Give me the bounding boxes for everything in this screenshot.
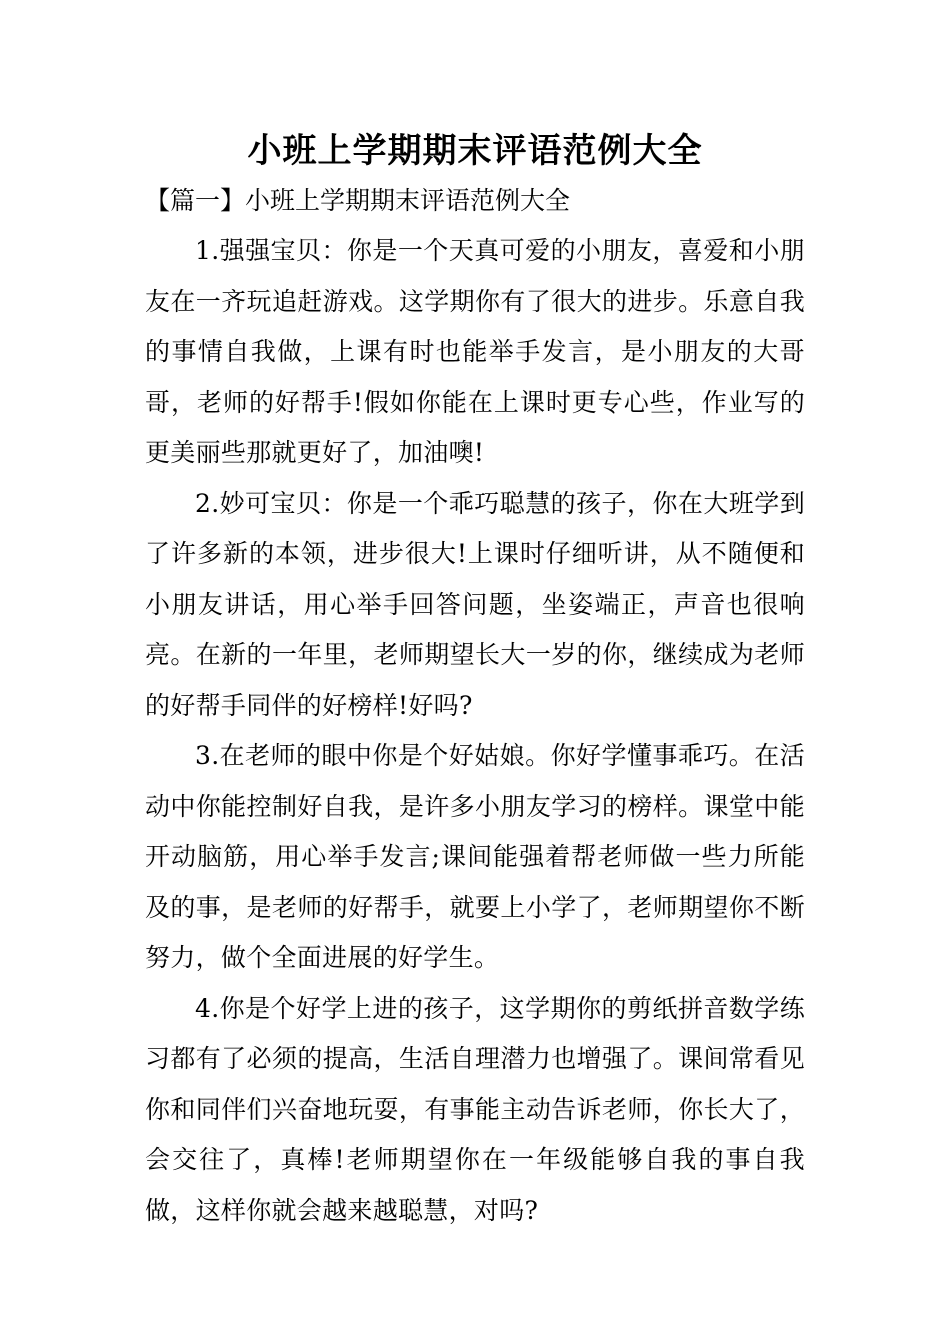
paragraph-2: 2.妙可宝贝：你是一个乖巧聪慧的孩子，你在大班学到了许多新的本领，进步很大!上课时仔细听讲，从不随便和小朋友讲话，用心举手回答问题，坐姿端正，声音也很响亮。在新的一年里，老师期望长大一岁的你，继续成为老师的好帮手同伴的好榜样!好吗? (145, 488, 805, 720)
document-title: 小班上学期期末评语范例大全 (247, 131, 703, 171)
paragraph-4: 4.你是个好学上进的孩子，这学期你的剪纸拼音数学练习都有了必须的提高，生活自理潜力也增强了。课间常看见你和同伴们兴奋地玩耍，有事能主动告诉老师，你长大了，会交往了，真棒!老师期望你在一年级能够自我的事自我做，这样你就会越来越聪慧，对吗? (145, 993, 805, 1225)
section-heading: 【篇一】小班上学期期末评语范例大全 (145, 186, 571, 215)
paragraph-1: 1.强强宝贝：你是一个天真可爱的小朋友，喜爱和小朋友在一齐玩追赶游戏。这学期你有了很大的进步。乐意自我的事情自我做，上课有时也能举手发言，是小朋友的大哥哥，老师的好帮手!假如你能在上课时更专心些，作业写的更美丽些那就更好了，加油噢! (145, 236, 805, 467)
paragraph-3: 3.在老师的眼中你是个好姑娘。你好学懂事乖巧。在活动中你能控制好自我，是许多小朋友学习的榜样。课堂中能开动脑筋，用心举手发言;课间能强着帮老师做一些力所能及的事，是老师的好帮手，就要上小学了，老师期望你不断努力，做个全面进展的好学生。 (145, 741, 805, 972)
